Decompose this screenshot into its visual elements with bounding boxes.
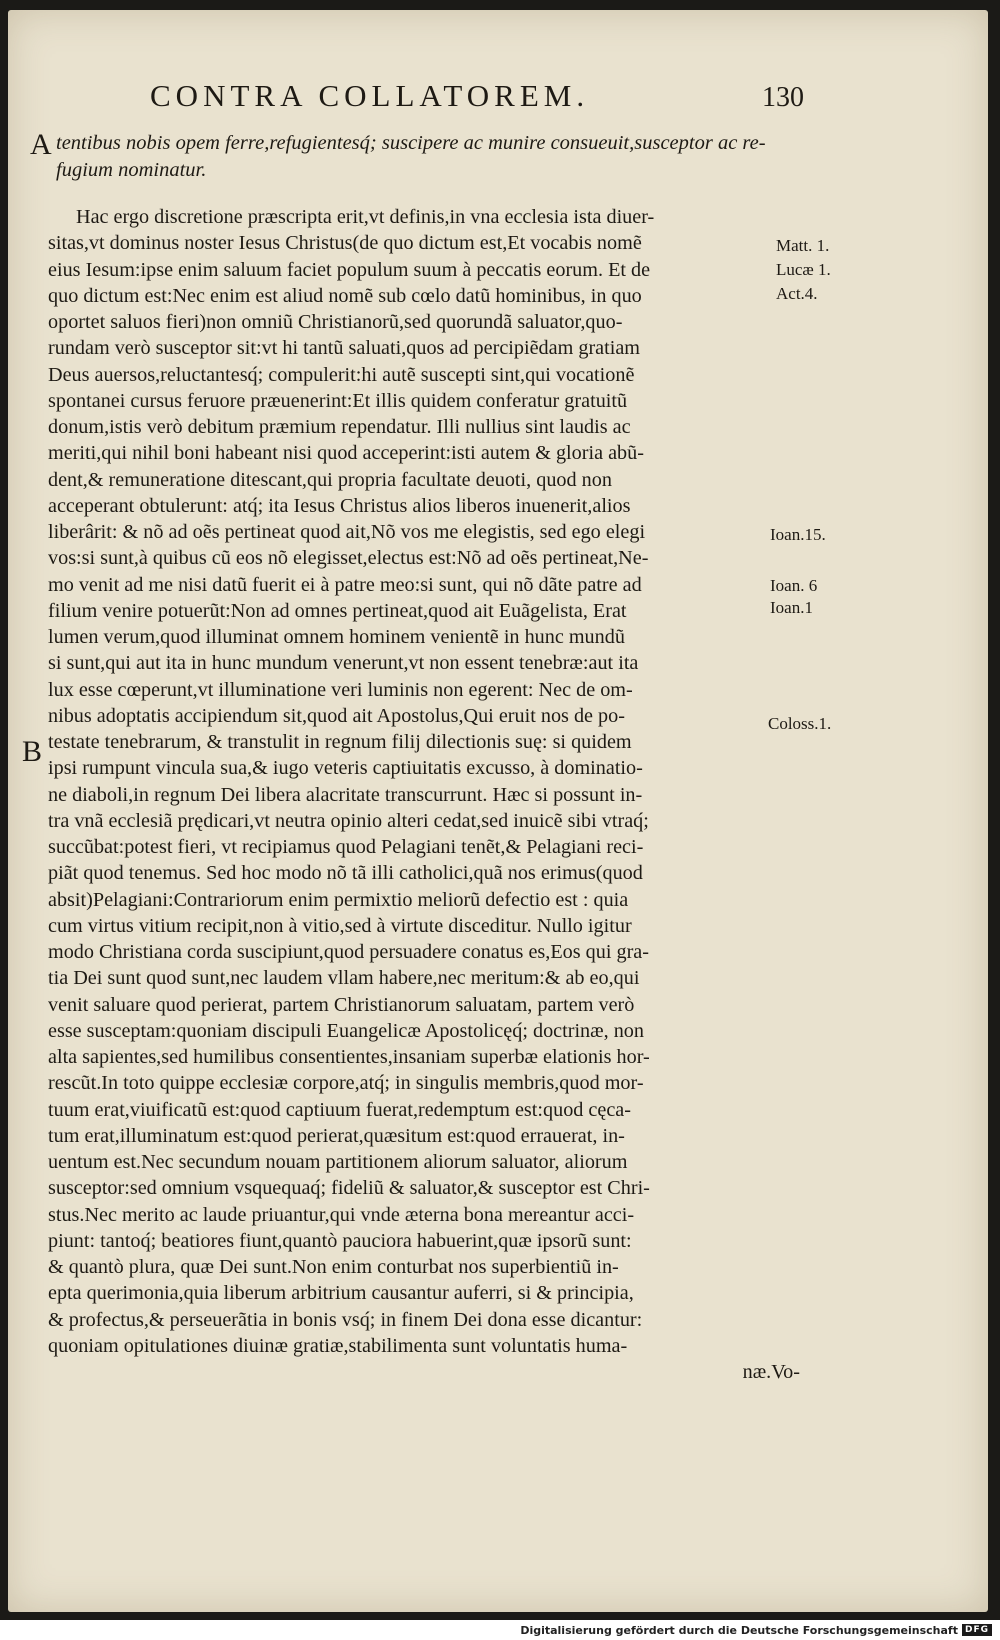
text-line: esse susceptam:quoniam discipuli Euangelicæ Apostolicęq́; doctrinæ, non [48, 1019, 644, 1042]
text-line: absit)Pelagiani:Contrariorum enim permixtio meliorũ defectio est : quia [48, 888, 629, 911]
text-line: dent,& remuneratione ditescant,qui propria facultate deuoti, quod non [48, 468, 612, 491]
margin-gloss: Ioan.1 [770, 598, 813, 617]
text-line: testate tenebrarum, & transtulit in regnum filij dilectionis suę: si quidem [48, 731, 632, 753]
text-line: ne diaboli,in regnum Dei libera alacritate transcurrunt. Hæc si possunt in- [48, 783, 643, 806]
text-line: tum erat,illuminatum est:quod perierat,quæsitum est:quod errauerat, in- [48, 1124, 625, 1147]
text-line: liberârit: & nõ ad oẽs pertineat quod ait,Nõ vos me elegistis, sed ego elegi [48, 521, 646, 543]
text-line: lumen verum,quod illuminat omnem hominem venientẽ in hunc mundũ [48, 626, 625, 648]
text-line: tra vnã ecclesiã prędicari,vt neutra opinio alteri cedat,sed inuicẽ sibi vtraq́; [48, 809, 649, 832]
text-line: acceperant obtulerunt: atq́; ita Iesus Christus alios liberos inuenerit,alios [48, 494, 631, 517]
text-line: piunt: tantoq́; beatiores fiunt,quantò pauciora habuerint,quæ ipsorũ sunt: [48, 1229, 632, 1252]
text-line: & profectus,& perseuerãtia in bonis vsq́; in finem Dei dona esse dicantur: [48, 1308, 643, 1331]
text-line: & quantò plura, quæ Dei sunt.Non enim conturbat nos superbientiũ in- [48, 1256, 619, 1278]
dfg-logo: DFG [962, 1624, 992, 1636]
margin-gloss: Coloss.1. [768, 714, 832, 733]
margin-gloss: Ioan.15. [770, 525, 826, 544]
intro-italic-text [56, 130, 801, 184]
page-number: 130 [762, 82, 804, 113]
margin-gloss: Matt. 1. [776, 236, 830, 255]
text-line: succũbat:potest fieri, vt recipiamus quod Pelagiani tenẽt,& Pelagiani reci- [48, 836, 644, 858]
text-line: alta sapientes,sed humilibus consentientes,insaniam superbæ elationis hor- [48, 1046, 650, 1068]
text-line: sitas,vt dominus noster Iesus Christus(de quo dictum est,Et vocabis nomẽ [48, 232, 642, 255]
text-line: ipsi rumpunt vincula sua,& iugo veteris captiuitatis excusso, à dominatio- [48, 757, 643, 780]
text-line: quoniam opitulationes diuinæ gratiæ,stabilimenta sunt voluntatis huma- [48, 1334, 628, 1357]
text-line: tentibus nobis opem ferre,refugientesq́; suscipere ac munire consueuit,susceptor ac re- [56, 132, 766, 154]
text-line: oportet saluos fieri)non omniũ Christianorũ,sed quorundã saluator,quo- [48, 311, 623, 333]
section-marker-b: B [22, 735, 43, 768]
text-line: epta querimonia,quia liberum arbitrium causantur auferri, si & principia, [48, 1282, 634, 1305]
text-line: nibus adoptatis accipiendum sit,quod ait Apostolus,Qui eruit nos de po- [48, 704, 625, 727]
text-line: uentum est.Nec secundum nouam partitionem aliorum saluator, aliorum [48, 1151, 628, 1173]
text-line: susceptor:sed omnium vsquequaq́; fideliũ & saluator,& susceptor est Chri- [48, 1177, 650, 1200]
text-line: stus.Nec merito ac laude priuantur,qui vnde æterna bona mereantur acci- [48, 1203, 635, 1226]
digitization-footer [520, 1622, 992, 1638]
text-line: si sunt,qui aut ita in hunc mundum venerunt,vt non essent tenebræ:aut ita [48, 652, 639, 675]
text-line: quo dictum est:Nec enim est aliud nomẽ sub cœlo datũ hominibus, in quo [48, 284, 642, 307]
text-line: filium venire potuerũt:Non ad omnes pertineat,quod ait Euãgelista, Erat [48, 599, 627, 622]
section-marker-a: A [30, 128, 52, 161]
text-line: rundam verò susceptor sit:vt hi tantũ saluati,quos ad percipiẽdam gratiam [48, 337, 641, 360]
text-line: mo venit ad me nisi datũ fuerit ei à patre meo:si sunt, qui nõ dãte patre ad [48, 573, 642, 596]
text-line: rescũt.In toto quippe ecclesiæ corpore,atq́; in singulis membris,quod mor- [48, 1072, 644, 1095]
text-line: cum virtus vitium recipit,non à vitio,sed à virtute disceditur. Nullo igitur [48, 914, 632, 937]
margin-gloss: Act.4. [776, 284, 818, 303]
text-line: piãt quod tenemus. Sed hoc modo nõ tã illi catholici,quã nos erimus(quod [48, 862, 643, 885]
text-line: Deus auersos,reluctantesq́; compulerit:hi autẽ suscepti sint,qui vocationẽ [48, 363, 635, 386]
running-title: CONTRA COLLATOREM. [150, 78, 590, 113]
text-line: tuum erat,viuificatũ est:quod captiuum fuerat,redemptum est:quod cęca- [48, 1098, 631, 1121]
text-line: meriti,qui nihil boni habeant nisi quod acceperint:isti autem & gloria abũ- [48, 442, 644, 465]
text-line: eius Iesum:ipse enim saluum faciet populum suum à peccatis eorum. Et de [48, 258, 651, 281]
text-line: modo Christiana corda suscipiunt,quod persuadere conatus es,Eos qui gra- [48, 941, 649, 963]
footer-credit: Digitalisierung gefördert durch die Deutsche Forschungsgemeinschaft [520, 1623, 958, 1637]
text-line: spontanei cursus feruore præuenerint:Et illis quidem conferatur gratuitũ [48, 389, 628, 412]
margin-gloss: Lucæ 1. [776, 260, 831, 279]
margin-gloss: Ioan. 6 [770, 576, 818, 595]
text-line: Hac ergo discretione præscripta erit,vt definis,in vna ecclesia ista diuer- [76, 206, 655, 228]
text-line: venit saluare quod perierat, partem Christianorum saluatam, partem verò [48, 993, 635, 1016]
main-text-block [48, 204, 800, 1385]
text-line: vos:si sunt,à quibus cũ eos nõ elegisset,electus est:Nõ ad oẽs pertineat,Ne- [48, 547, 649, 570]
text-line: fugium nominatur. [56, 159, 207, 181]
text-line: næ.Vo- [742, 1361, 800, 1383]
text-line: lux esse cœperunt,vt illuminatione veri luminis non egerent: Nec de om- [48, 678, 633, 701]
text-line: tia Dei sunt quod sunt,nec laudem vllam habere,nec meritum:& ab eo,qui [48, 967, 640, 990]
text-line: donum,istis verò debitum præmium rependatur. Illi nullius sint laudis ac [48, 416, 631, 438]
